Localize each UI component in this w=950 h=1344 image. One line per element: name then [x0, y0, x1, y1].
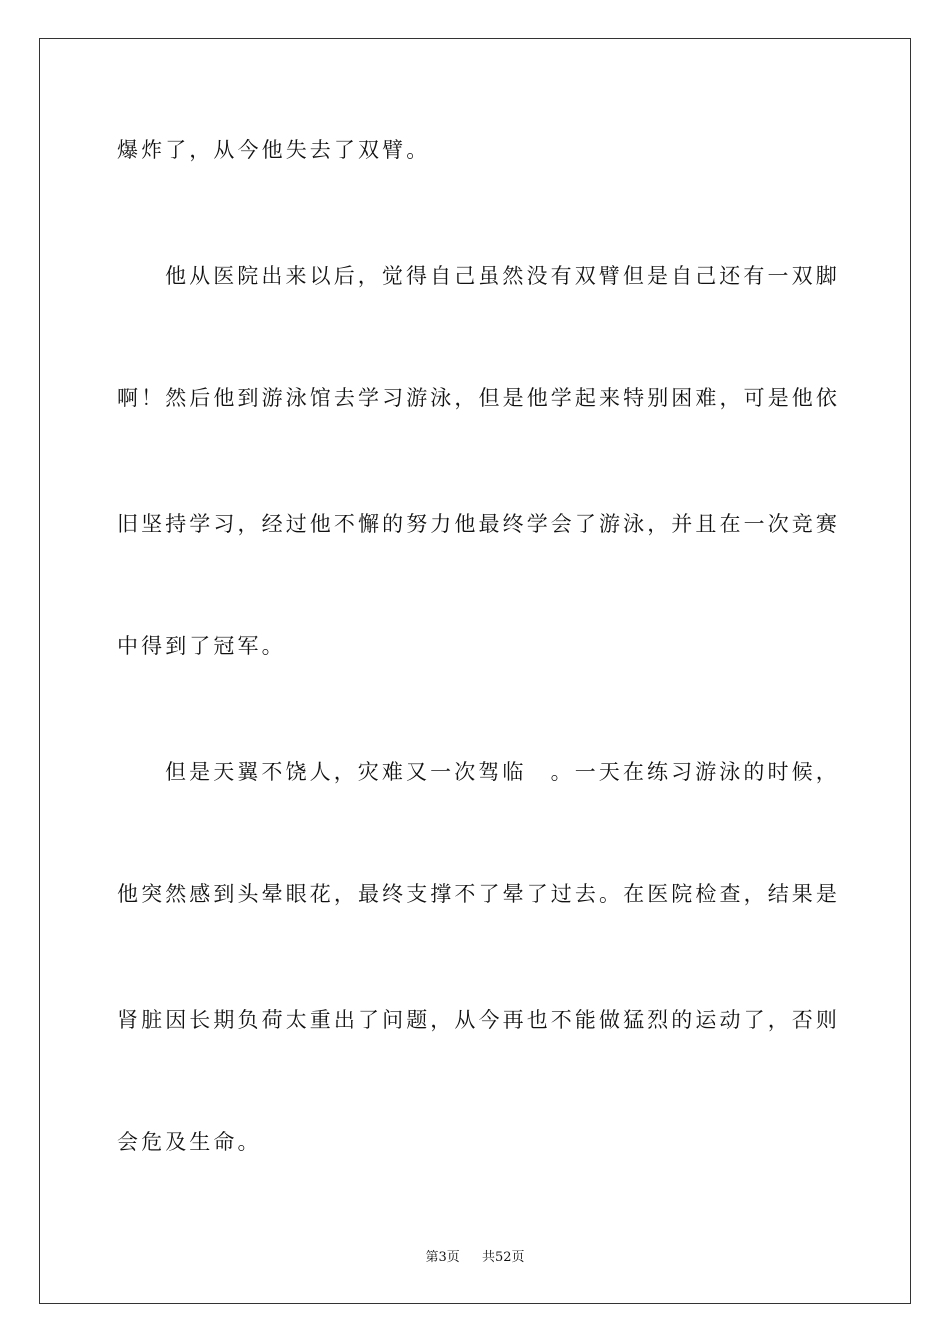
paragraph-line-8: 肾脏因长期负荷太重出了问题，从今再也不能做猛烈的运动了，否则	[117, 1008, 840, 1032]
page-footer	[0, 1250, 950, 1266]
paragraph-line-1: 爆炸了，从今他失去了双臂。	[117, 138, 431, 162]
paragraph-line-5: 中得到了冠军。	[117, 634, 286, 658]
page-frame	[39, 38, 911, 1304]
paragraph-line-7: 他突然感到头晕眼花，最终支撑不了晕了过去。在医院检查，结果是	[117, 882, 840, 906]
paragraph-line-4: 旧坚持学习，经过他不懈的努力他最终学会了游泳，并且在一次竞赛	[117, 512, 840, 536]
page-number: 第3页	[425, 1250, 460, 1265]
paragraph-line-3: 啊！然后他到游泳馆去学习游泳，但是他学起来特别困难，可是他依	[117, 386, 840, 410]
total-pages: 共52页	[482, 1250, 525, 1265]
paragraph-line-6: 但是天翼不饶人，灾难又一次驾临 。一天在练习游泳的时候，	[165, 760, 840, 784]
paragraph-line-2: 他从医院出来以后，觉得自己虽然没有双臂但是自己还有一双脚	[165, 264, 840, 288]
paragraph-line-9: 会危及生命。	[117, 1130, 262, 1154]
